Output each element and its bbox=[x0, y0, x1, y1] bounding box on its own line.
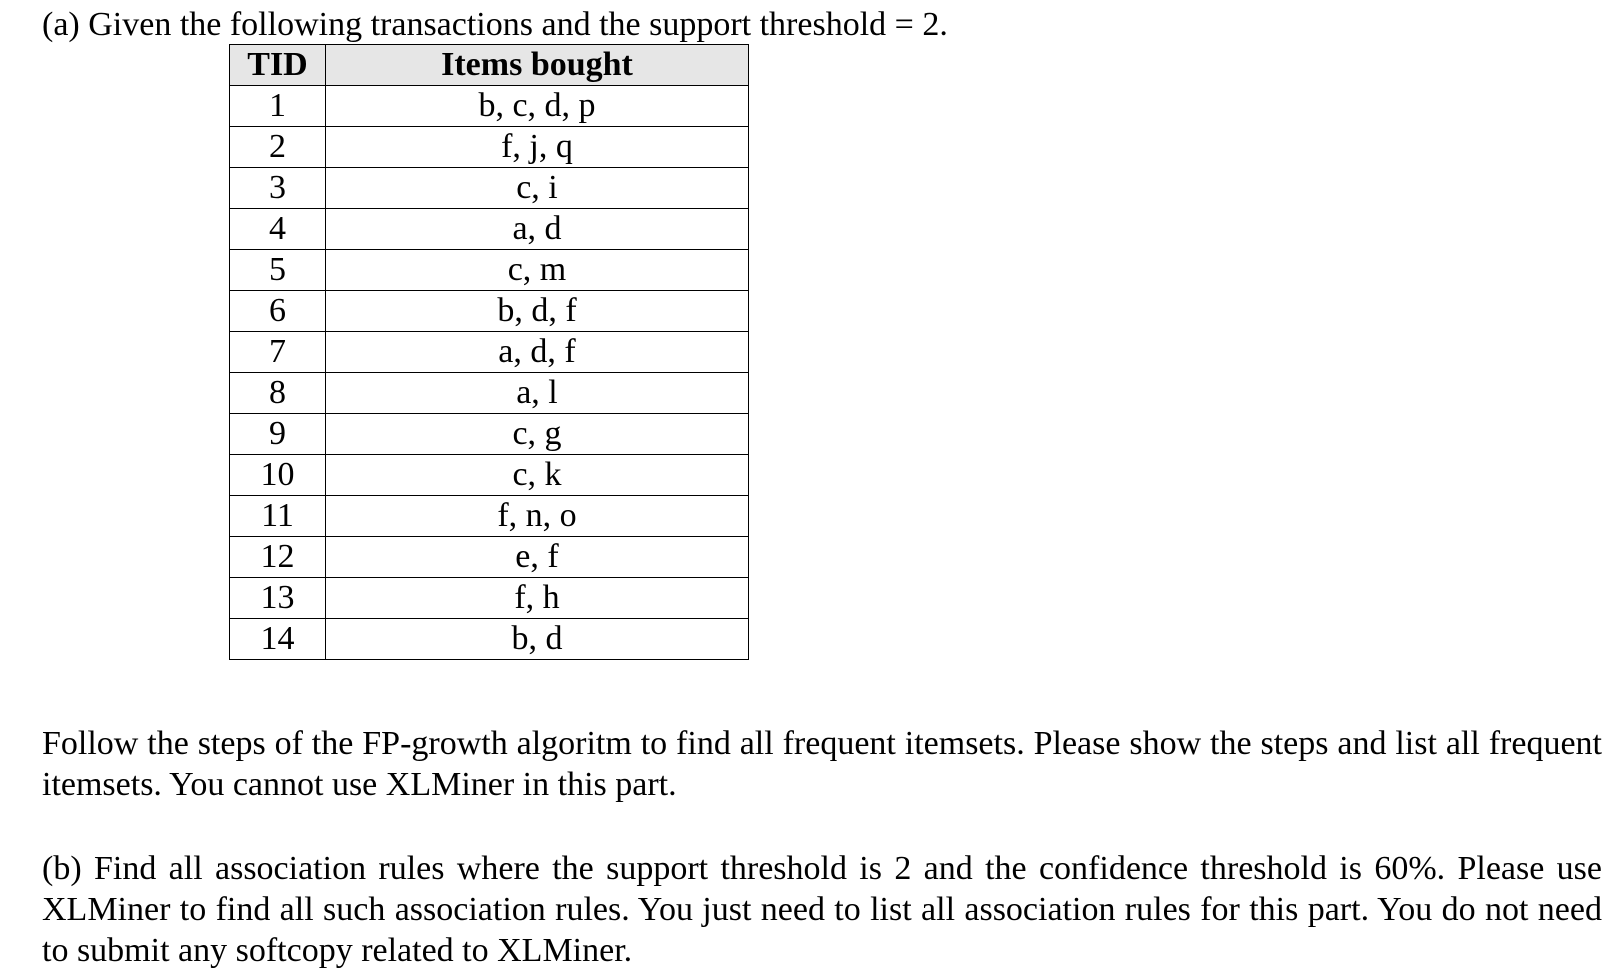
transactions-table bbox=[229, 44, 749, 660]
table-row bbox=[230, 209, 749, 250]
items-cell: b, d bbox=[326, 619, 749, 660]
tid-cell: 10 bbox=[230, 455, 326, 496]
items-cell: b, c, d, p bbox=[326, 86, 749, 127]
table-row bbox=[230, 168, 749, 209]
items-cell: a, l bbox=[326, 373, 749, 414]
tid-cell: 6 bbox=[230, 291, 326, 332]
items-cell: c, i bbox=[326, 168, 749, 209]
tid-cell: 4 bbox=[230, 209, 326, 250]
tid-cell: 5 bbox=[230, 250, 326, 291]
tid-cell: 9 bbox=[230, 414, 326, 455]
table-row bbox=[230, 250, 749, 291]
items-cell: f, h bbox=[326, 578, 749, 619]
header-items-bought: Items bought bbox=[326, 45, 749, 86]
items-cell: c, m bbox=[326, 250, 749, 291]
items-cell: c, k bbox=[326, 455, 749, 496]
table-row bbox=[230, 537, 749, 578]
part-a-heading: (a) Given the following transactions and the support threshold = 2. bbox=[42, 6, 948, 43]
items-cell: f, j, q bbox=[326, 127, 749, 168]
tid-cell: 7 bbox=[230, 332, 326, 373]
items-cell: c, g bbox=[326, 414, 749, 455]
tid-cell: 8 bbox=[230, 373, 326, 414]
tid-cell: 2 bbox=[230, 127, 326, 168]
table-row bbox=[230, 332, 749, 373]
table-row bbox=[230, 86, 749, 127]
table-row bbox=[230, 619, 749, 660]
items-cell: f, n, o bbox=[326, 496, 749, 537]
table-row bbox=[230, 291, 749, 332]
tid-cell: 3 bbox=[230, 168, 326, 209]
part-b-text: (b) Find all association rules where the support threshold is 2 and the confidence threshold is 60%. Please use XLMiner to find all such association rules. You just need to list all association rules for this part. You do not need to submit any softcopy related to XLMiner. bbox=[42, 850, 1602, 969]
items-cell: b, d, f bbox=[326, 291, 749, 332]
tid-cell: 1 bbox=[230, 86, 326, 127]
header-tid: TID bbox=[230, 45, 326, 86]
table-row bbox=[230, 414, 749, 455]
items-cell: a, d, f bbox=[326, 332, 749, 373]
items-cell: a, d bbox=[326, 209, 749, 250]
table-row bbox=[230, 578, 749, 619]
table-row bbox=[230, 373, 749, 414]
table-row bbox=[230, 496, 749, 537]
tid-cell: 11 bbox=[230, 496, 326, 537]
tid-cell: 12 bbox=[230, 537, 326, 578]
items-cell: e, f bbox=[326, 537, 749, 578]
tid-cell: 14 bbox=[230, 619, 326, 660]
table-row bbox=[230, 127, 749, 168]
table-header-row bbox=[230, 45, 749, 86]
table-row bbox=[230, 455, 749, 496]
fp-growth-instructions: Follow the steps of the FP-growth algoritm to find all frequent itemsets. Please show the steps and list all frequent itemsets. You cannot use XLMiner in this part. bbox=[42, 725, 1602, 803]
tid-cell: 13 bbox=[230, 578, 326, 619]
